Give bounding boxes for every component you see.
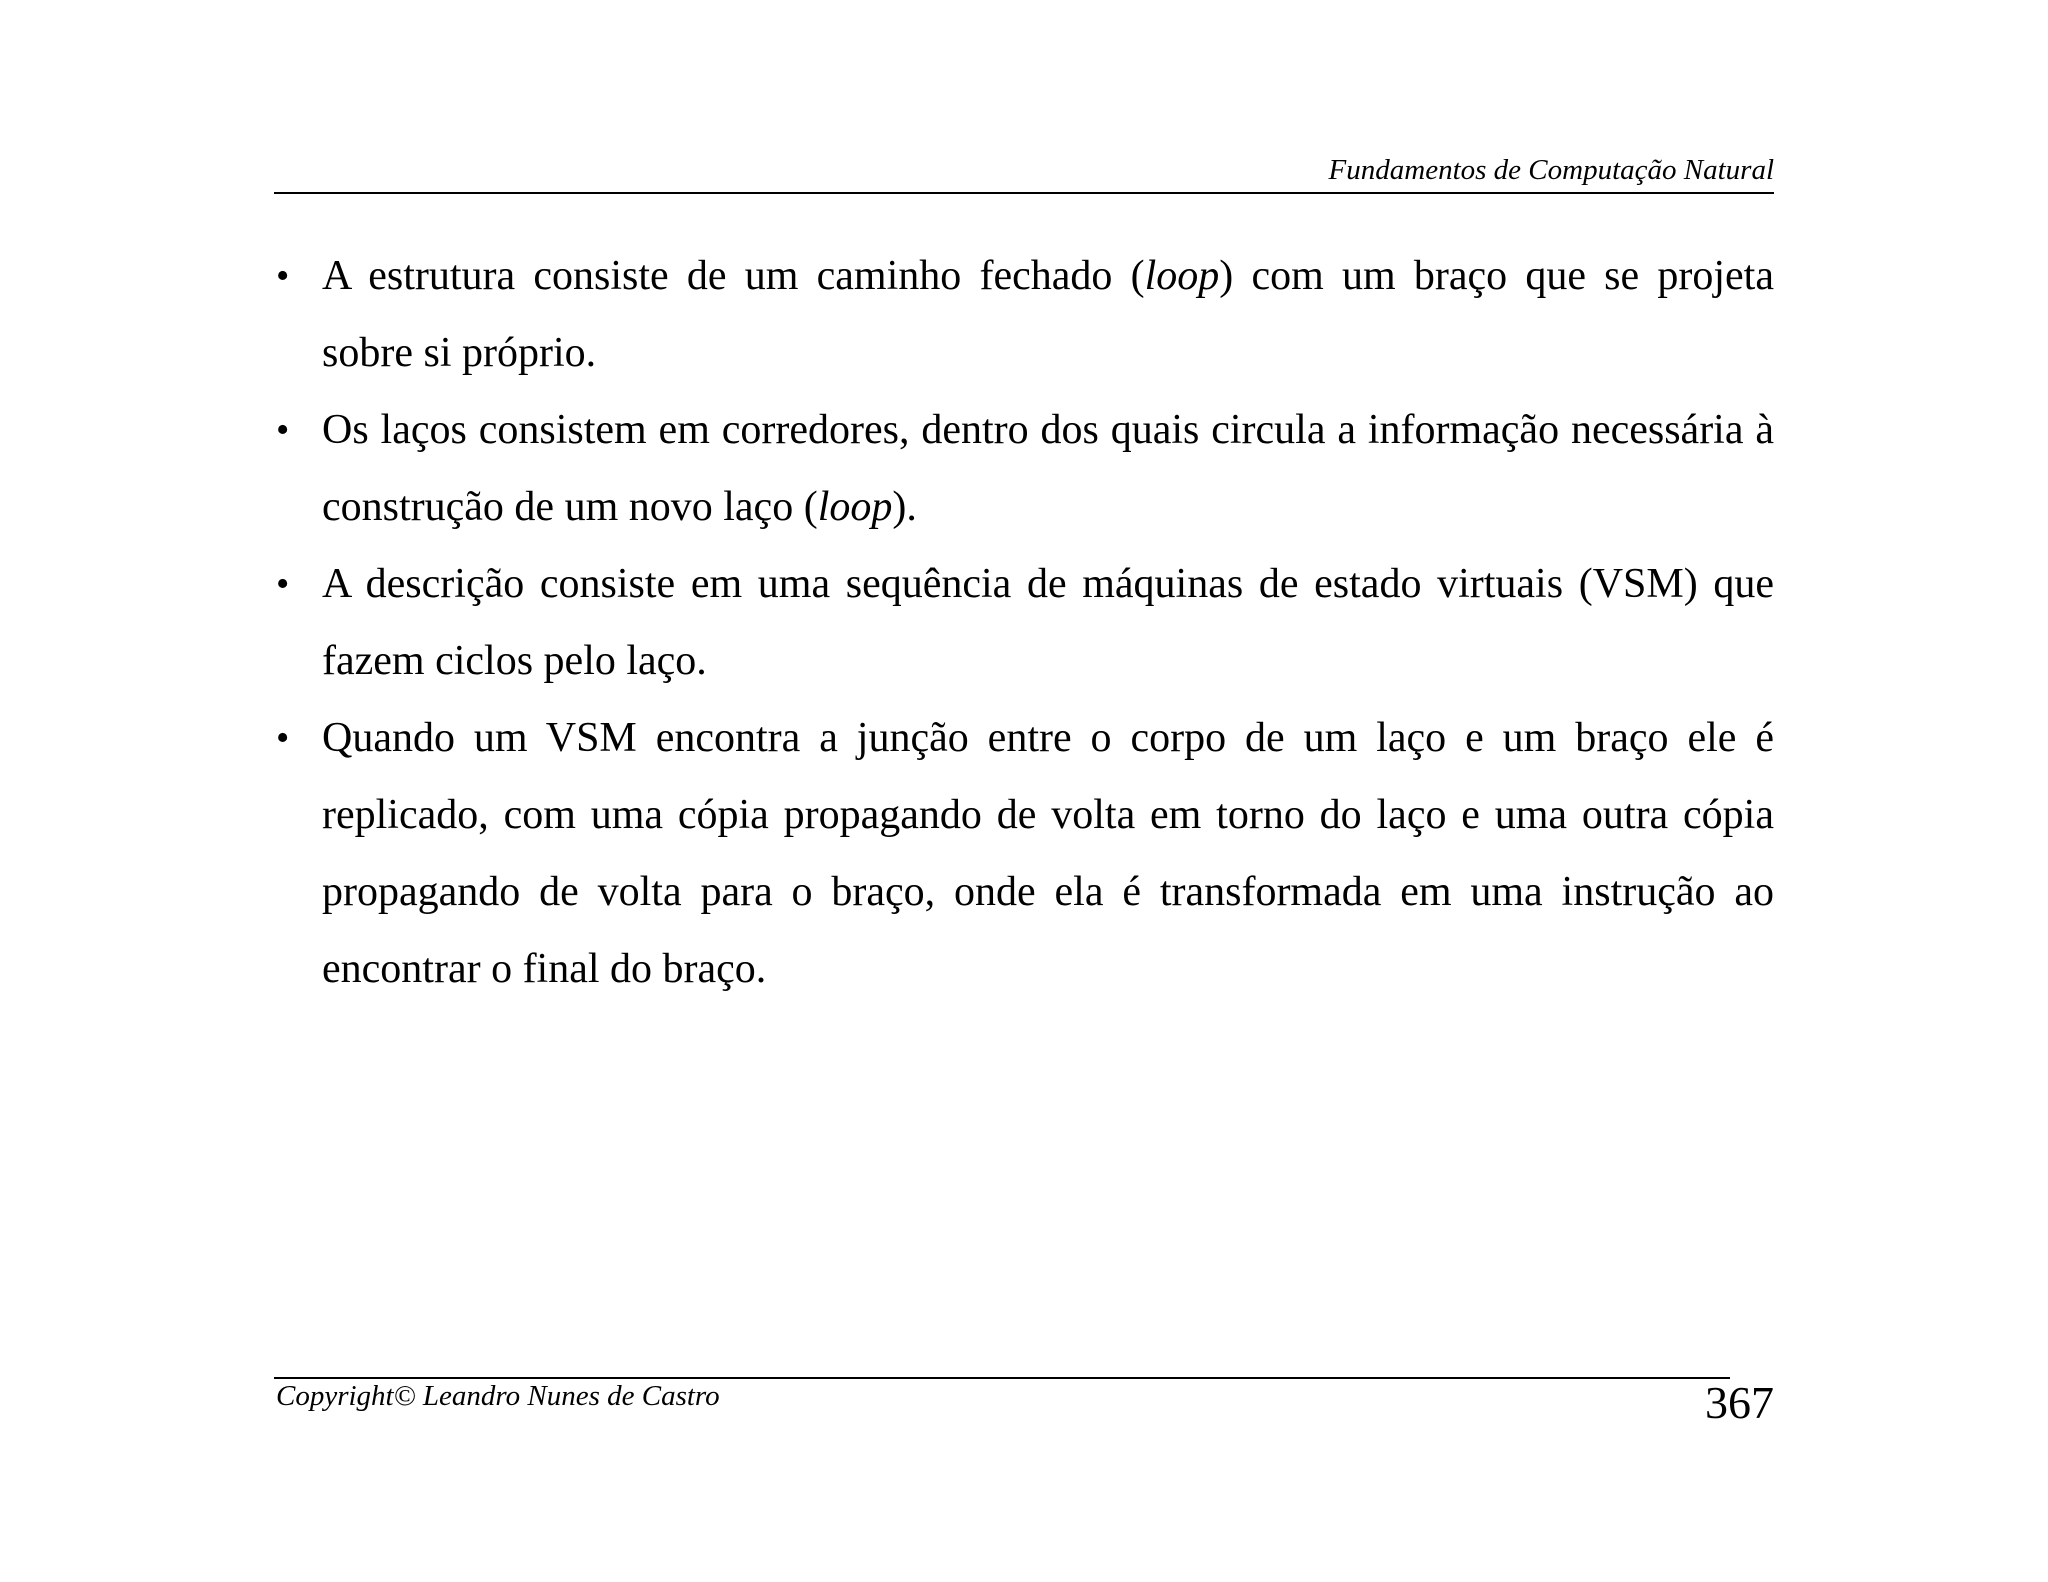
bullet-item [272, 238, 1774, 392]
bullet-item [272, 700, 1774, 1008]
bullet-item [272, 392, 1774, 546]
footer-copyright: Copyright© Leandro Nunes de Castro [276, 1380, 720, 1412]
bullet-item [272, 546, 1774, 700]
header-divider [274, 192, 1774, 194]
bullet-text: A estrutura consiste de um caminho fechado ( [322, 253, 1145, 299]
bullet-text: Os laços consistem em corredores, dentro dos quais circula a informação necessária à construção de um novo laço ( [322, 407, 1774, 530]
bullet-text: A descrição consiste em uma sequência de máquinas de estado virtuais (VSM) que fazem ciclos pelo laço. [322, 561, 1774, 684]
bullet-text: Quando um VSM encontra a junção entre o corpo de um laço e um braço ele é replicado, com uma cópia propagando de volta em torno do laço e uma outra cópia propagando de volta para o braço, onde ela é transformada em uma instrução ao encontrar o final do braço. [322, 715, 1774, 992]
bullet-list [272, 238, 1774, 1008]
bullet-marker: • [276, 409, 290, 451]
bullet-text: ) com um braço que se projeta sobre si próprio. [322, 253, 1774, 376]
bullet-text: ). [892, 484, 917, 530]
bullet-marker: • [276, 717, 290, 759]
page-number: 367 [1705, 1377, 1774, 1428]
bullet-emphasis: loop [817, 484, 893, 530]
footer-divider [274, 1377, 1730, 1379]
bullet-marker: • [276, 563, 290, 605]
bullet-marker: • [276, 255, 290, 297]
running-header-title: Fundamentos de Computação Natural [1328, 154, 1774, 186]
bullet-emphasis: loop [1144, 253, 1220, 299]
